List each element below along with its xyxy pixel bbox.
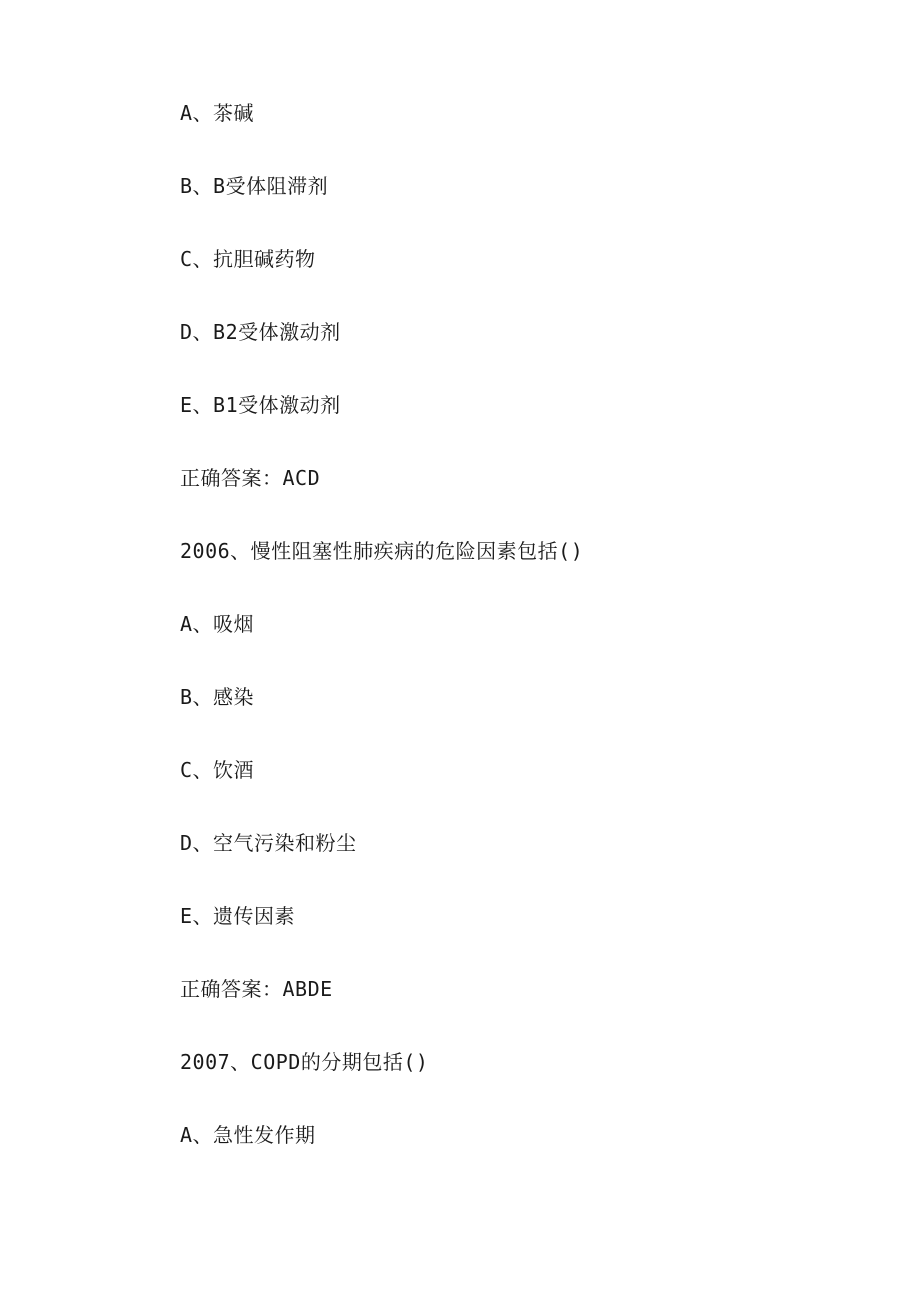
answer-line: 正确答案：ACD (180, 466, 321, 490)
option-d-air-pollution-dust: D、空气污染和粉尘 (180, 831, 357, 855)
option-c-anticholinergic: C、抗胆碱药物 (180, 247, 316, 271)
option-a-theophylline: A、茶碱 (180, 101, 255, 125)
option-a-smoking: A、吸烟 (180, 612, 255, 636)
option-a-acute-exacerbation: A、急性发作期 (180, 1123, 316, 1147)
option-b-beta-blocker: B、B受体阻滞剂 (180, 174, 329, 198)
option-e-genetic-factors: E、遗传因素 (180, 904, 296, 928)
option-e-b1-agonist: E、B1受体激动剂 (180, 393, 341, 417)
option-c-alcohol: C、饮酒 (180, 758, 255, 782)
question-2006: 2006、慢性阻塞性肺疾病的危险因素包括() (180, 539, 584, 563)
option-b-infection: B、感染 (180, 685, 255, 709)
question-2007: 2007、COPD的分期包括() (180, 1050, 429, 1074)
option-d-b2-agonist: D、B2受体激动剂 (180, 320, 341, 344)
answer-line: 正确答案：ABDE (180, 977, 333, 1001)
